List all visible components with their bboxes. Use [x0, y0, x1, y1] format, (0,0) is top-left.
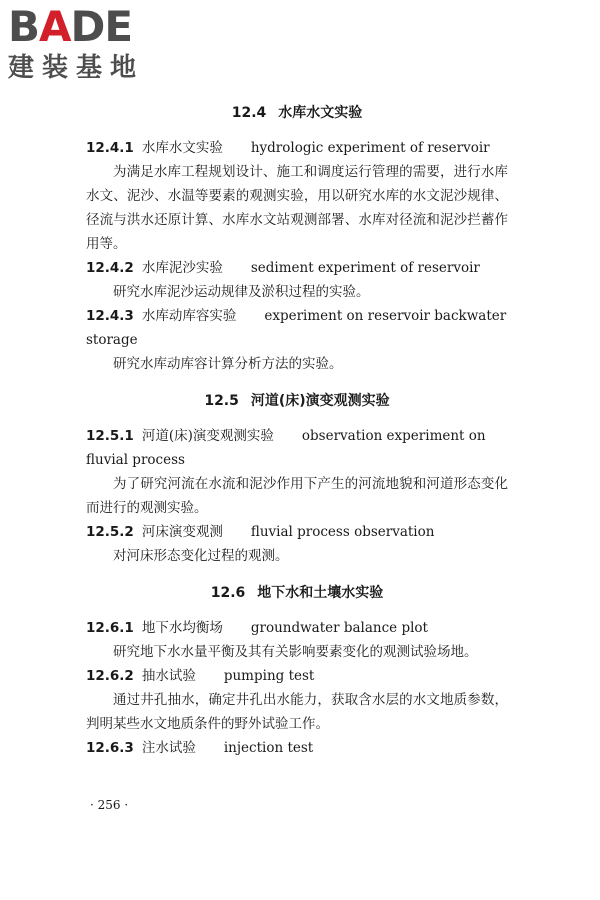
definition-12-5-1: 为了研究河流在水流和泥沙作用下产生的河流地貌和河道形态变化而进行的观测实验。 [86, 476, 508, 516]
bade-logo [8, 4, 144, 84]
term-12-6-2: 12.6.2 抽水试验 pumping test [86, 668, 315, 684]
logo-wordmark [8, 4, 144, 50]
definition-12-6-1: 研究地下水水量平衡及其有关影响要素变化的观测试验场地。 [113, 644, 478, 660]
term-12-5-2: 12.5.2 河床演变观测 fluvial process observation [86, 524, 435, 540]
logo-letters-b: B [8, 2, 40, 51]
logo-letter-a: A [39, 2, 71, 51]
definition-12-4-1: 为满足水库工程规划设计、施工和调度运行管理的需要，进行水库水文、泥沙、水温等要素的观测实验，用以研究水库的水文泥沙规律、径流与洪水还原计算、水库水文站观测部署、水库对径流和泥沙拦蓄作用等。 [86, 164, 508, 252]
definition-12-6-2: 通过井孔抽水，确定井孔出水能力，获取含水层的水文地质参数，判明某些水文地质条件的野外试验工作。 [86, 692, 508, 732]
term-12-5-1: 12.5.1 河道(床)演变观测实验 observation experiment on fluvial process [86, 428, 486, 468]
term-12-4-3: 12.4.3 水库动库容实验 experiment on reservoir backwater storage [86, 308, 507, 348]
section-title-12-5: 12.5 河道(床)演变观测实验 [204, 393, 390, 409]
section-title-12-6: 12.6 地下水和土壤水实验 [210, 585, 384, 601]
definition-12-5-2: 对河床形态变化过程的观测。 [113, 548, 289, 564]
term-12-6-3: 12.6.3 注水试验 injection test [86, 740, 314, 756]
term-12-4-2: 12.4.2 水库泥沙实验 sediment experiment of reservoir [86, 260, 480, 276]
logo-letters-de: DE [70, 2, 133, 51]
definition-12-4-2: 研究水库泥沙运动规律及淤积过程的实验。 [113, 284, 370, 300]
term-12-6-1: 12.6.1 地下水均衡场 groundwater balance plot [86, 620, 428, 636]
logo-subtitle: 建装基地 [8, 53, 145, 83]
section-title-12-4: 12.4 水库水文实验 [231, 105, 363, 121]
definition-12-4-3: 研究水库动库容计算分析方法的实验。 [113, 356, 343, 372]
term-12-4-1: 12.4.1 水库水文实验 hydrologic experiment of reservoir [86, 140, 490, 156]
page-number: · 256 · [90, 798, 129, 812]
page-body [86, 102, 508, 760]
